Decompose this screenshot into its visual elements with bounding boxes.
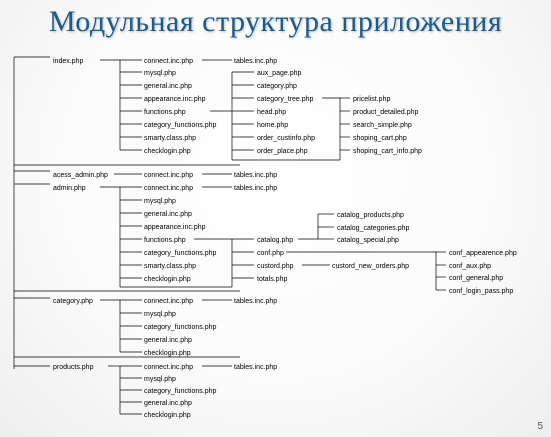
node-pricelist: pricelist.php <box>353 96 391 103</box>
node-acess-tables: tables.inc.php <box>234 172 278 179</box>
node-conf: conf.php <box>257 250 284 257</box>
node-cat-general: general.inc.php <box>144 337 192 344</box>
node-product-detailed: product_detailed.php <box>353 109 419 116</box>
node-catalog: catalog.php <box>257 237 294 244</box>
node-category-page: category.php <box>257 83 297 90</box>
node-prod-checklogin: checklogin.php <box>144 412 191 419</box>
node-conf-general: conf_general.php <box>449 275 504 282</box>
node-acess-admin: acess_admin.php <box>53 172 108 179</box>
node-order-custinfo: order_custinfo.php <box>257 135 315 142</box>
node-prod-category-functions: category_functions.php <box>144 388 217 395</box>
node-acess-connect: connect.inc.php <box>144 172 194 179</box>
node-index-category-functions: category_functions.php <box>144 122 217 129</box>
node-conf-aux: conf_aux.php <box>449 263 492 270</box>
node-index-connect: connect.inc.php <box>144 58 194 65</box>
node-prod-connect: connect.inc.php <box>144 364 194 371</box>
node-shoping-cart-info: shoping_cart_info.php <box>353 148 422 155</box>
node-conf-appearence: conf_appearence.php <box>449 250 517 257</box>
node-admin-mysql: mysql.php <box>144 198 176 205</box>
node-head: head.php <box>257 109 287 116</box>
node-prod-general: general.inc.php <box>144 400 192 407</box>
node-index-functions: functions.php <box>144 109 186 116</box>
node-products: products.php <box>53 364 94 371</box>
node-prod-tables: tables.inc.php <box>234 364 278 371</box>
node-category: category.php <box>53 298 93 305</box>
node-aux-page: aux_page.php <box>257 70 302 77</box>
node-prod-mysql: mysql.php <box>144 376 176 383</box>
node-catalog-products: catalog_products.php <box>337 212 404 219</box>
node-index-tables: tables.inc.php <box>234 58 278 65</box>
node-index-mysql: mysql.php <box>144 70 176 77</box>
node-catalog-categories: catalog_categories.php <box>337 225 410 232</box>
node-order-place: order_place.php <box>257 148 308 155</box>
node-admin: admin.php <box>53 185 86 192</box>
node-admin-checklogin: checklogin.php <box>144 276 191 283</box>
node-search-simple: search_simple.php <box>353 122 412 129</box>
node-home: home.php <box>257 122 289 129</box>
slide-title: Модульная структура приложения <box>48 5 503 38</box>
node-cat-mysql: mysql.php <box>144 311 176 318</box>
node-index-general: general.inc.php <box>144 83 192 90</box>
page-number: 5 <box>537 421 543 432</box>
node-admin-connect: connect.inc.php <box>144 185 194 192</box>
node-conf-login-pass: conf_login_pass.php <box>449 288 514 295</box>
node-catalog-special: catalog_special.php <box>337 237 399 244</box>
node-admin-appearance: appearance.inc.php <box>144 224 206 231</box>
node-custord-new-orders: custord_new_orders.php <box>332 263 410 270</box>
node-cat-connect: connect.inc.php <box>144 298 194 305</box>
node-index-smarty: smarty.class.php <box>144 135 196 142</box>
node-cat-tables: tables.inc.php <box>234 298 278 305</box>
node-admin-category-functions: category_functions.php <box>144 250 217 257</box>
node-admin-functions: functions.php <box>144 237 186 244</box>
node-custord: custord.php <box>257 263 294 270</box>
node-category-tree: category_tree.php <box>257 96 314 103</box>
node-index: index.php <box>53 58 84 65</box>
node-shoping-cart: shoping_cart.php <box>353 135 407 142</box>
node-admin-general: general.inc.php <box>144 211 192 218</box>
node-index-checklogin: checklogin.php <box>144 148 191 155</box>
node-totals: totals.php <box>257 276 288 283</box>
node-index-appearance: appearance.inc.php <box>144 96 206 103</box>
node-cat-checklogin: checklogin.php <box>144 350 191 357</box>
node-admin-tables: tables.inc.php <box>234 185 278 192</box>
node-cat-category-functions: category_functions.php <box>144 324 217 331</box>
node-admin-smarty: smarty.class.php <box>144 263 196 270</box>
